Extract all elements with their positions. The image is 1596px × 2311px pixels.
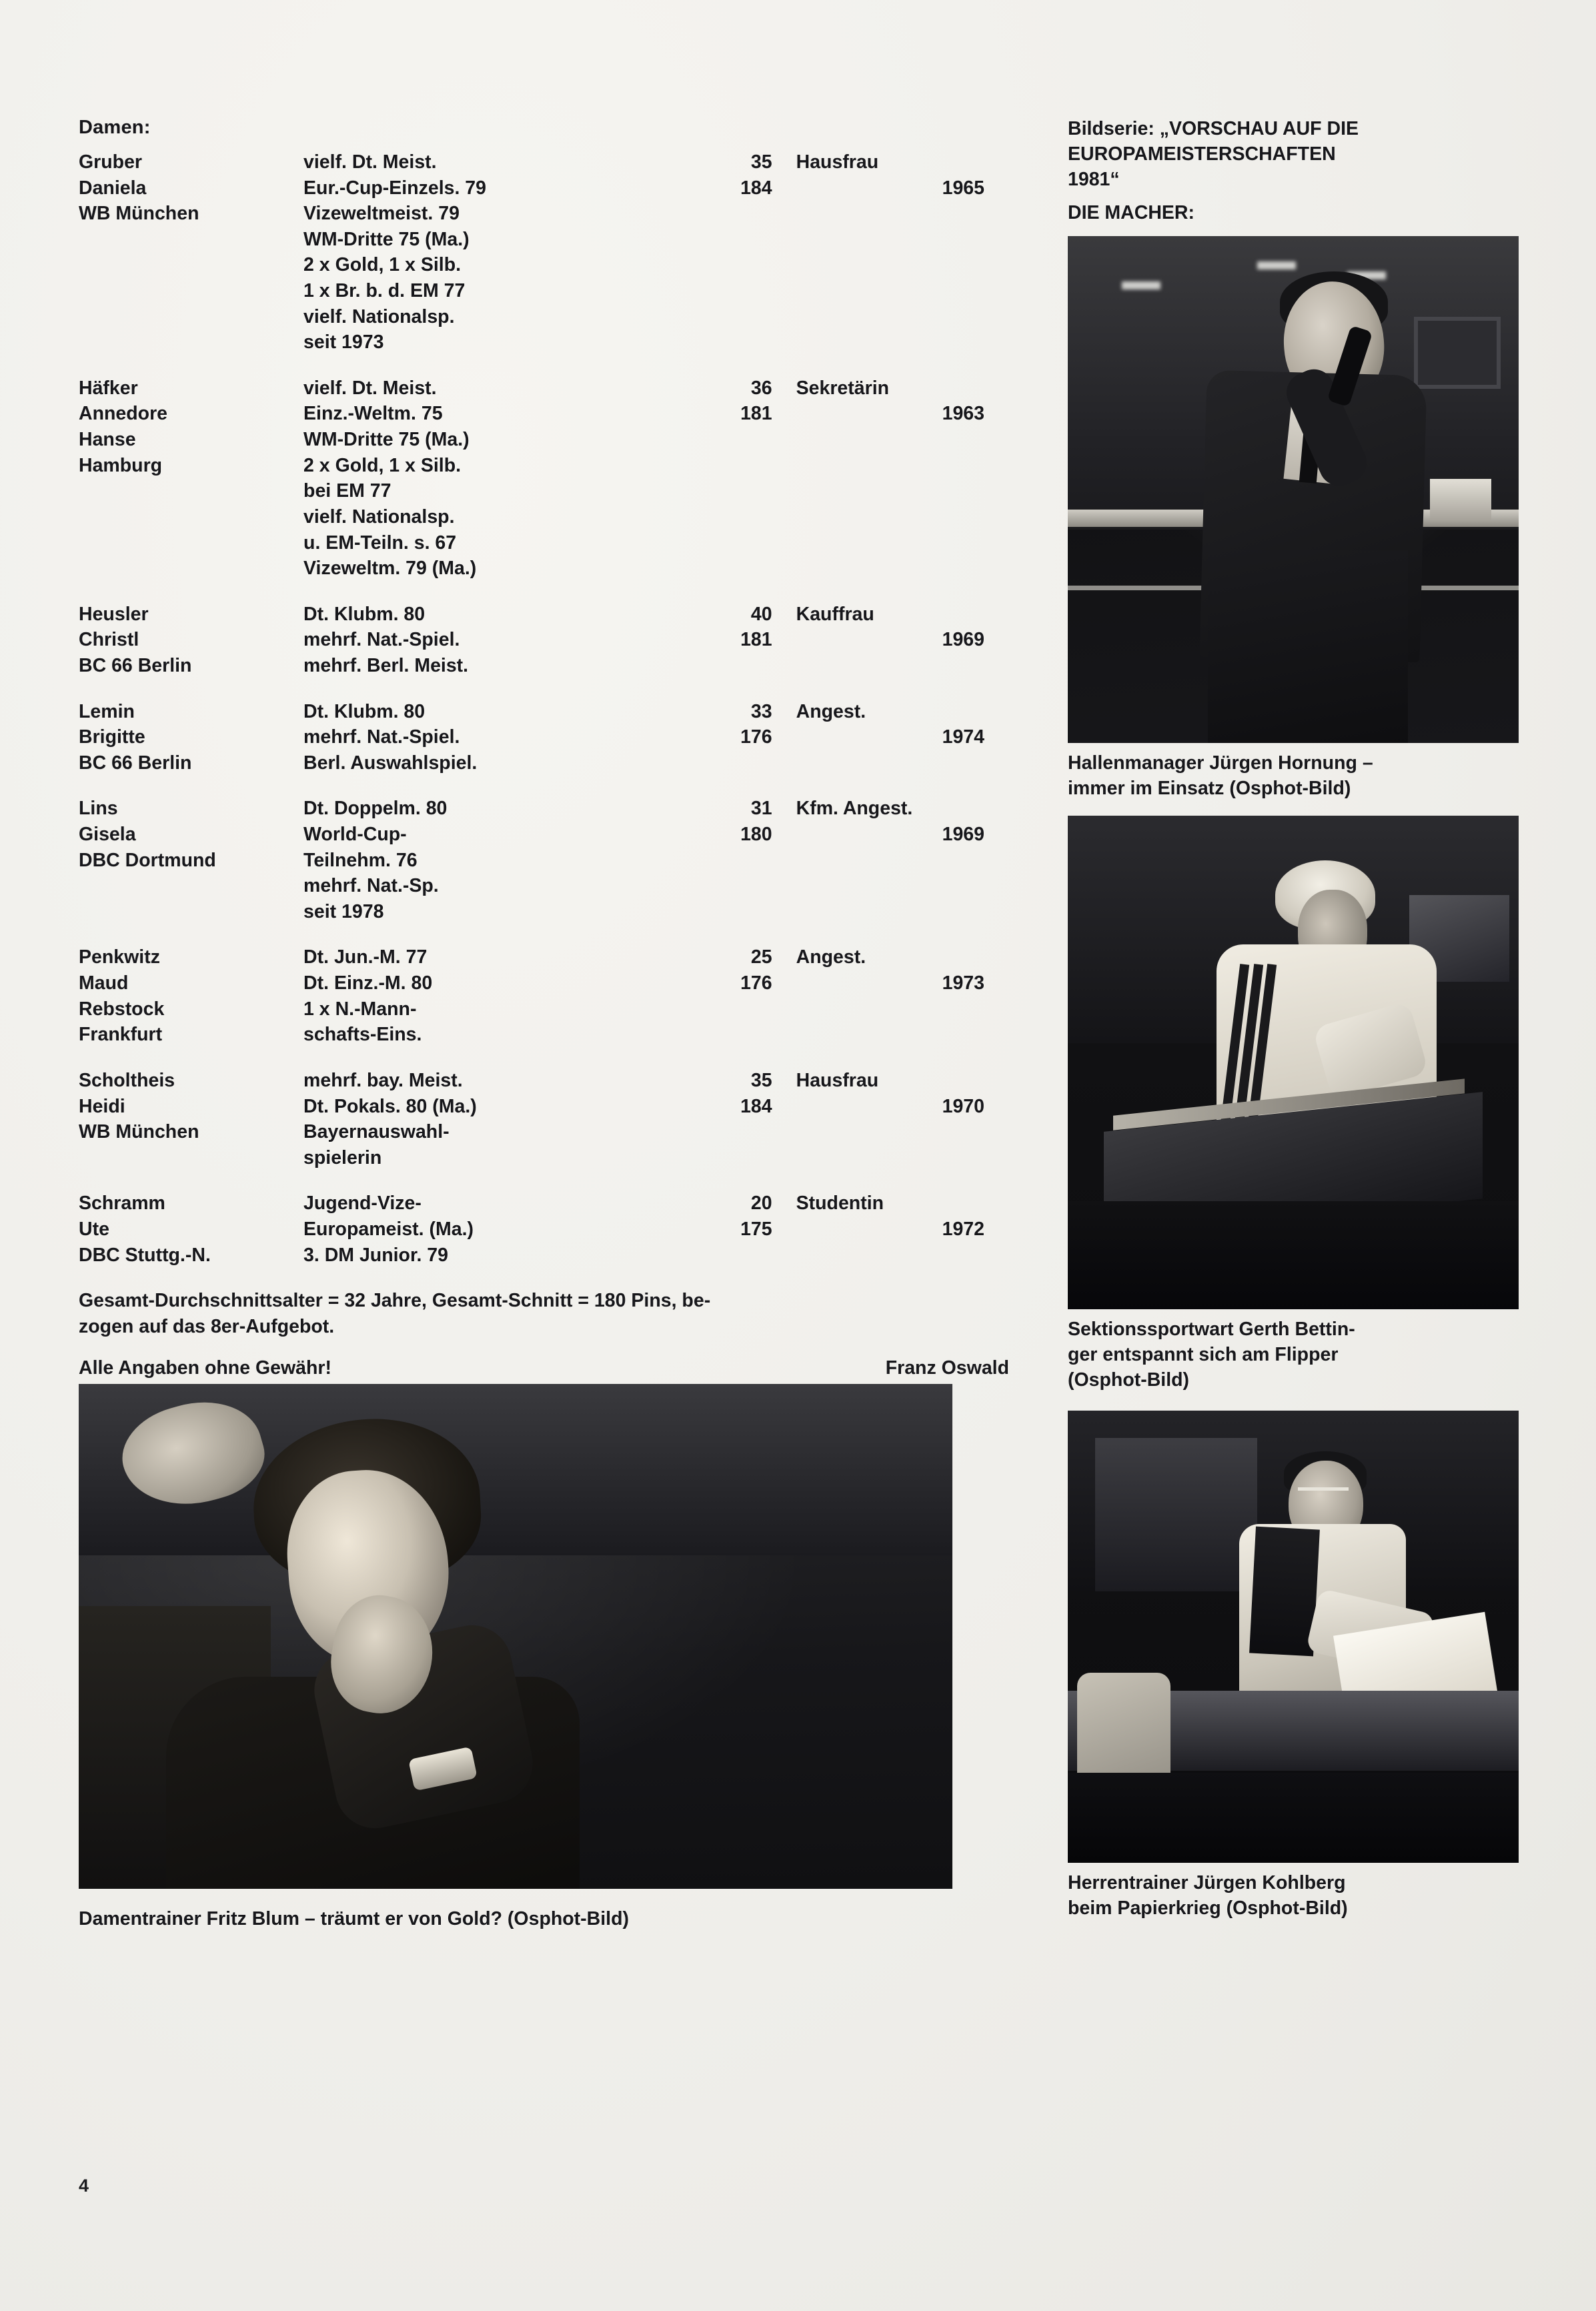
disclaimer-text: Alle Angaben ohne Gewähr! (79, 1357, 331, 1379)
row-spacer (79, 776, 1012, 796)
photo-monitor (1414, 317, 1501, 389)
player-name-cell: Häfker Annedore Hanse Hamburg (79, 377, 168, 476)
author-name: Franz Oswald (885, 1357, 1009, 1379)
player-job-cell: Sekretärin 1963 (796, 377, 984, 425)
player-stats-cell: 40 181 (740, 603, 772, 651)
player-achievements-cell: Dt. Doppelm. 80 World-Cup- Teilnehm. 76 mehrf. Nat.-Sp. seit 1978 (303, 798, 448, 922)
row-spacer (79, 1048, 1012, 1068)
player-name-cell: Lins Gisela DBC Dortmund (79, 798, 216, 871)
series-title-line-1: Bildserie: „VORSCHAU AUF DIE (1068, 118, 1359, 139)
table-row (79, 1191, 1012, 1268)
player-job-cell: Studentin 1972 (796, 1193, 984, 1240)
photo-subject-glasses (1298, 1487, 1349, 1501)
table-row (79, 602, 1012, 679)
photo-telephone-base (1430, 479, 1491, 520)
summary-note (79, 1288, 1009, 1340)
table-row (79, 149, 1012, 355)
caption-line-2: immer im Einsatz (Osphot-Bild) (1068, 777, 1351, 799)
row-spacer (79, 1171, 1012, 1191)
section-title: Damen: (79, 117, 151, 138)
table-row (79, 375, 1012, 582)
player-job-cell: Kauffrau 1969 (796, 603, 984, 651)
disclaimer-and-author (79, 1357, 1009, 1379)
photo-series-title (1068, 117, 1520, 193)
player-stats-cell: 33 176 (740, 700, 772, 748)
photo-subject-legs (1208, 550, 1408, 743)
photo-background-panel (1095, 1438, 1257, 1592)
photo-ceiling-light (1257, 261, 1296, 269)
photo-floor (1068, 1773, 1519, 1863)
caption-line-2: beim Papierkrieg (Osphot-Bild) (1068, 1897, 1348, 1919)
page-number: 4 (79, 2176, 89, 2196)
photo-ceiling-light (1122, 281, 1160, 289)
player-achievements-cell: Dt. Klubm. 80 mehrf. Nat.-Spiel. Berl. Auswahlspiel. (303, 700, 478, 774)
player-job-cell: Hausfrau 1965 (796, 151, 984, 199)
player-name-cell: Schramm Ute DBC Stuttg.-N. (79, 1193, 211, 1266)
table-row (79, 699, 1012, 776)
caption-line-1: Herrentrainer Jürgen Kohlberg (1068, 1872, 1346, 1894)
player-stats-cell: 35 184 (740, 151, 772, 199)
caption-sektionssportwart-gerth-bettinger (1068, 1317, 1520, 1393)
player-stats-cell: 36 181 (740, 377, 772, 425)
series-title-line-3: 1981“ (1068, 168, 1120, 190)
player-achievements-cell: vielf. Dt. Meist. Eur.-Cup-Einzels. 79 Vizeweltmeist. 79 WM-Dritte 75 (Ma.) 2 x Gold, 1 x Silb. 1 x Br. b. d. EM 77 vielf. Nationalsp. seit 1973 (303, 151, 487, 353)
photo-floor (1068, 1201, 1519, 1310)
photo-series-subtitle: DIE MACHER: (1068, 201, 1194, 223)
player-achievements-cell: Jugend-Vize- Europameist. (Ma.) 3. DM Junior. 79 (303, 1193, 474, 1266)
row-spacer (79, 924, 1012, 944)
series-title-line-2: EUROPAMEISTERSCHAFTEN (1068, 143, 1336, 165)
player-stats-cell: 35 184 (740, 1069, 772, 1117)
player-achievements-cell: Dt. Jun.-M. 77 Dt. Einz.-M. 80 1 x N.-Mann- schafts-Eins. (303, 946, 433, 1046)
player-stats-cell: 25 176 (740, 946, 772, 994)
row-spacer (79, 582, 1012, 602)
photo-hallenmanager-juergen-hornung (1068, 236, 1519, 743)
womens-roster-table (79, 149, 1012, 1268)
player-job-cell: Angest. 1974 (796, 700, 984, 748)
photo-herrentrainer-juergen-kohlberg (1068, 1411, 1519, 1863)
row-spacer (79, 355, 1012, 375)
player-job-cell: Kfm. Angest. 1969 (796, 798, 984, 846)
caption-damentrainer-fritz-blum: Damentrainer Fritz Blum – träumt er von Gold? (Osphot-Bild) (79, 1908, 629, 1930)
player-stats-cell: 20 175 (740, 1193, 772, 1240)
player-job-cell: Angest. 1973 (796, 946, 984, 994)
caption-herrentrainer-juergen-kohlberg (1068, 1871, 1520, 1921)
caption-line-3: (Osphot-Bild) (1068, 1369, 1190, 1391)
page-content (79, 117, 1519, 2238)
player-stats-cell: 31 180 (740, 798, 772, 846)
caption-hallenmanager-juergen-hornung (1068, 751, 1520, 802)
player-achievements-cell: vielf. Dt. Meist. Einz.-Weltm. 75 WM-Dritte 75 (Ma.) 2 x Gold, 1 x Silb. bei EM 77 vielf. Nationalsp. u. EM-Teiln. s. 67 Vizeweltm. 79 (Ma.) (303, 377, 477, 580)
left-column (79, 117, 1019, 1379)
table-row (79, 796, 1012, 924)
player-achievements-cell: mehrf. bay. Meist. Dt. Pokals. 80 (Ma.) Bayernauswahl- spielerin (303, 1069, 477, 1169)
player-job-cell: Hausfrau 1970 (796, 1069, 984, 1117)
table-row (79, 1068, 1012, 1171)
caption-line-2: ger entspannt sich am Flipper (1068, 1344, 1339, 1366)
photo-damentrainer-fritz-blum (79, 1384, 952, 1889)
photo-sektionssportwart-gerth-bettinger (1068, 816, 1519, 1309)
caption-line-1: Hallenmanager Jürgen Hornung – (1068, 752, 1373, 774)
row-spacer (79, 679, 1012, 699)
right-column (1068, 117, 1520, 1921)
player-achievements-cell: Dt. Klubm. 80 mehrf. Nat.-Spiel. mehrf. Berl. Meist. (303, 603, 469, 676)
table-row (79, 944, 1012, 1047)
player-name-cell: Penkwitz Maud Rebstock Frankfurt (79, 946, 165, 1046)
player-name-cell: Scholtheis Heidi WB München (79, 1069, 199, 1143)
player-name-cell: Gruber Daniela WB München (79, 151, 199, 225)
summary-note-line-2: zogen auf das 8er-Aufgebot. (79, 1315, 335, 1337)
player-name-cell: Lemin Brigitte BC 66 Berlin (79, 700, 192, 774)
player-name-cell: Heusler Christl BC 66 Berlin (79, 603, 192, 676)
summary-note-line-1: Gesamt-Durchschnittsalter = 32 Jahre, Gesamt-Schnitt = 180 Pins, be- (79, 1290, 711, 1312)
caption-line-1: Sektionssportwart Gerth Bettin- (1068, 1319, 1355, 1341)
